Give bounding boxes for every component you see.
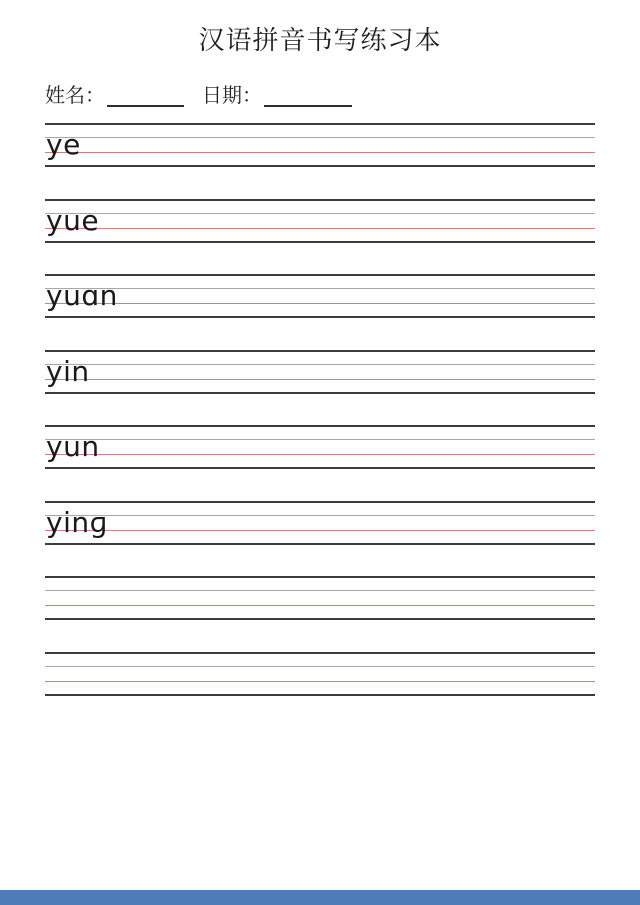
- guide-baseline-rule: [45, 530, 595, 531]
- writing-guide-row-empty: [45, 576, 595, 620]
- writing-guide-row: [45, 501, 595, 545]
- name-blank-line: [107, 89, 184, 107]
- guide-middle-rule: [45, 666, 595, 667]
- guide-bottom-rule: [45, 467, 595, 469]
- pinyin-syllable: yue: [46, 203, 100, 237]
- writing-guide-row: [45, 274, 595, 318]
- guide-baseline-rule: [45, 152, 595, 153]
- page-title: 汉语拼音书写练习本: [198, 26, 442, 56]
- writing-guide-row-empty: [45, 652, 595, 696]
- guide-middle-rule: [45, 213, 595, 214]
- guide-top-rule: [45, 274, 595, 276]
- guide-top-rule: [45, 652, 595, 654]
- guide-bottom-rule: [45, 392, 595, 394]
- guide-baseline-rule: [45, 303, 595, 304]
- guide-top-rule: [45, 123, 595, 125]
- guide-middle-rule: [45, 137, 595, 138]
- writing-guide-row: [45, 350, 595, 394]
- guide-top-rule: [45, 425, 595, 427]
- guide-bottom-rule: [45, 241, 595, 243]
- guide-middle-rule: [45, 515, 595, 516]
- writing-guide-row: [45, 425, 595, 469]
- footer-bar: [0, 890, 640, 905]
- guide-top-rule: [45, 501, 595, 503]
- guide-bottom-rule: [45, 543, 595, 545]
- guide-baseline-rule: [45, 681, 595, 682]
- writing-guides: [0, 123, 640, 696]
- pinyin-syllable: yinɡ: [46, 505, 108, 539]
- pinyin-syllable: yun: [46, 430, 100, 463]
- guide-middle-rule: [45, 590, 595, 591]
- meta-row: [45, 83, 640, 107]
- guide-bottom-rule: [45, 694, 595, 696]
- guide-baseline-rule: [45, 605, 595, 606]
- guide-bottom-rule: [45, 165, 595, 167]
- date-label: 日期：: [202, 83, 262, 107]
- guide-baseline-rule: [45, 228, 595, 229]
- guide-top-rule: [45, 350, 595, 352]
- guide-baseline-rule: [45, 379, 595, 380]
- pinyin-syllable: ye: [46, 128, 81, 161]
- guide-baseline-rule: [45, 454, 595, 455]
- guide-bottom-rule: [45, 316, 595, 318]
- date-blank-line: [264, 89, 352, 107]
- writing-guide-row: [45, 123, 595, 167]
- guide-top-rule: [45, 576, 595, 578]
- pinyin-syllable: yuɑn: [46, 279, 118, 312]
- pinyin-syllable: yin: [46, 354, 90, 388]
- writing-guide-row: [45, 199, 595, 243]
- guide-middle-rule: [45, 288, 595, 289]
- guide-middle-rule: [45, 439, 595, 440]
- guide-top-rule: [45, 199, 595, 201]
- name-label: 姓名：: [45, 83, 105, 107]
- guide-bottom-rule: [45, 618, 595, 620]
- guide-middle-rule: [45, 364, 595, 365]
